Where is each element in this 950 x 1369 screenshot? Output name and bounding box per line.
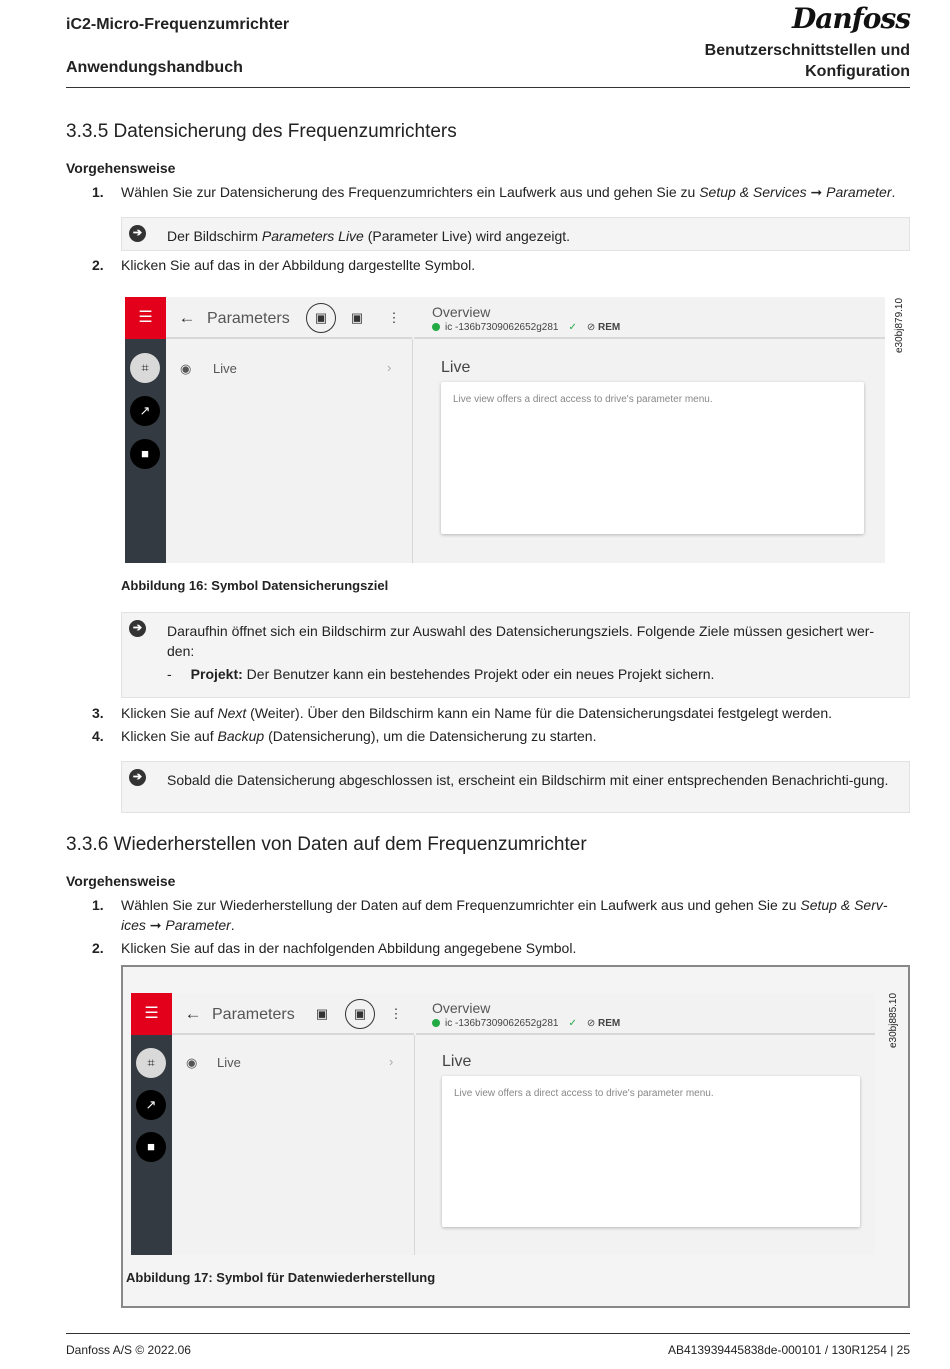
drive-status (432, 322, 620, 333)
figure-17-caption: Abbildung 17: Symbol für Datenwiederherstellung (126, 1270, 436, 1285)
screen-name: Parameters Live (261, 228, 364, 244)
menu-path-setup: Setup & Services (699, 184, 807, 200)
backup-target-icon: ▣ (306, 303, 336, 333)
panel-divider (414, 1035, 415, 1255)
button-name-backup: Backup (217, 728, 265, 744)
drive-id: ic -136b7309062652g281 (445, 1018, 559, 1029)
note-bullet (167, 664, 714, 684)
online-dot-icon (432, 1019, 440, 1027)
footer-rule (66, 1333, 910, 1334)
figure-16-id: e30bj879.10 (894, 297, 905, 353)
network-tree-icon: ⌗ (130, 353, 160, 383)
panel-divider (412, 339, 413, 563)
document-type: Anwendungshandbuch (66, 59, 243, 76)
step-text: Klicken Sie auf (121, 728, 218, 744)
note-box-3 (121, 761, 910, 813)
danfoss-logo: Danfoss (791, 2, 910, 35)
section-336-step-2 (92, 938, 910, 958)
step-text: Klicken Sie auf das in der nachfolgenden Abbildung angegebene Symbol. (121, 940, 577, 956)
menu-path-parameter: Parameter (165, 917, 231, 933)
step-text: Klicken Sie auf das in der Abbildung dargestellte Symbol. (121, 257, 476, 273)
folder-icon: ■ (130, 439, 160, 469)
overview-label: Overview (432, 304, 491, 320)
figure-17-screenshot (131, 993, 875, 1255)
step-number: 3. (92, 705, 104, 721)
arrow-right-icon: ➔ (129, 769, 146, 786)
more-vertical-icon: ⋮ (387, 310, 401, 325)
trend-chart-icon: ↗ (136, 1090, 166, 1120)
hamburger-menu-icon: ☰ (125, 297, 166, 339)
step-text: Wählen Sie zur Wiederherstellung der Daten auf dem Frequenzumrichter ein Laufwerk aus und gehen Sie zu (121, 897, 801, 913)
online-dot-icon (432, 323, 440, 331)
bullet-dash: - (167, 666, 172, 682)
note-text: Daraufhin öffnet sich ein Bildschirm zur Auswahl des Datensicherungsziels. Folgende Ziele müssen gesichert wer-den: (167, 623, 875, 659)
note-text: Der Bildschirm (167, 228, 262, 244)
drive-id: ic -136b7309062652g281 (445, 322, 559, 333)
overview-bar (416, 993, 875, 1035)
remote-off-icon: ⊘ (586, 1018, 596, 1029)
step-number: 1. (92, 897, 104, 913)
header-rule (66, 87, 910, 88)
network-tree-icon: ⌗ (136, 1048, 166, 1078)
overview-label: Overview (432, 1000, 491, 1016)
card-text: Live view offers a direct access to drive's parameter menu. (454, 1088, 714, 1099)
path-arrow: ➞ (145, 917, 166, 933)
restore-icon: ▣ (345, 999, 375, 1029)
section-335-title: 3.3.5 Datensicherung des Frequenzumrichters (66, 121, 457, 142)
note-box-1 (121, 217, 910, 251)
live-menu-item: Live (213, 361, 237, 376)
card-text: Live view offers a direct access to drive's parameter menu. (453, 394, 713, 405)
back-arrow-icon: ← (178, 308, 196, 327)
chevron-right-icon: › (387, 360, 392, 375)
arrow-right-icon: ➔ (129, 225, 146, 242)
step-number: 2. (92, 940, 104, 956)
section-336-step-1 (92, 895, 910, 935)
figure-17-id: e30bj885.10 (888, 992, 899, 1048)
footer-copyright: Danfoss A/S © 2022.06 (66, 1343, 191, 1357)
section-335-procedure: Vorgehensweise (66, 160, 176, 176)
step-period: . (891, 184, 896, 200)
eye-icon: ◉ (180, 361, 192, 376)
section-335-step-1 (92, 182, 910, 202)
step-number: 2. (92, 257, 104, 273)
hamburger-menu-icon: ☰ (131, 993, 172, 1035)
parameters-title: Parameters (212, 1006, 295, 1023)
path-arrow: ➞ (806, 184, 827, 200)
step-number: 4. (92, 728, 104, 744)
chevron-right-icon: › (389, 1054, 394, 1069)
section-335-step-4 (92, 726, 910, 746)
menu-path-setup: Setup & Serv-ices (121, 897, 888, 933)
folder-icon: ■ (136, 1132, 166, 1162)
section-title-line1: Benutzerschnittstellen und (704, 42, 910, 59)
trend-chart-icon: ↗ (130, 396, 160, 426)
drive-status (432, 1018, 620, 1029)
remote-label: REM (598, 322, 621, 333)
step-number: 1. (92, 184, 104, 200)
live-info-card (442, 1076, 860, 1227)
step-text-rest: (Datensicherung), um die Datensicherung zu starten. (264, 728, 597, 744)
bullet-term: Projekt: (190, 666, 243, 682)
section-335-step-3 (92, 703, 910, 723)
section-336-procedure: Vorgehensweise (66, 873, 176, 889)
parameters-toolbar (172, 993, 414, 1035)
footer-doc-number: AB413939445838de-000101 / 130R1254 | 25 (668, 1343, 910, 1357)
check-icon: ✓ (568, 322, 577, 333)
step-text: Wählen Sie zur Datensicherung des Frequenzumrichters ein Laufwerk aus und gehen Sie zu (121, 184, 700, 200)
step-text: Klicken Sie auf (121, 705, 218, 721)
section-title (705, 40, 910, 82)
parameters-title: Parameters (207, 310, 290, 327)
section-title-line2: Konfiguration (805, 63, 910, 80)
remote-label: REM (598, 1018, 621, 1029)
eye-icon: ◉ (186, 1055, 198, 1070)
live-info-card (441, 382, 864, 534)
live-heading: Live (441, 359, 471, 376)
menu-path-parameter: Parameter (826, 184, 892, 200)
product-name: iC2-Micro-Frequenzumrichter (66, 16, 290, 33)
figure-16-screenshot (125, 297, 885, 563)
section-335-step-2 (92, 255, 910, 275)
bullet-text: Der Benutzer kann ein bestehendes Projekt oder ein neues Projekt sichern. (242, 666, 715, 682)
section-336-title: 3.3.6 Wiederherstellen von Daten auf dem Frequenzumrichter (66, 834, 587, 855)
note-text: Sobald die Datensicherung abgeschlossen ist, erscheint ein Bildschirm mit einer entsprechenden Benachrichti-gung. (167, 772, 889, 788)
figure-16-caption: Abbildung 16: Symbol Datensicherungsziel (121, 578, 389, 593)
restore-icon: ▣ (350, 310, 364, 325)
parameters-toolbar (166, 297, 412, 339)
step-text-rest: (Weiter). Über den Bildschirm kann ein Name für die Datensicherungsdatei festgelegt werden. (246, 705, 832, 721)
back-arrow-icon: ← (184, 1004, 202, 1023)
button-name-next: Next (217, 705, 247, 721)
note-text-rest: (Parameter Live) wird angezeigt. (363, 228, 571, 244)
more-vertical-icon: ⋮ (389, 1006, 403, 1021)
step-period: . (230, 917, 235, 933)
arrow-right-icon: ➔ (129, 620, 146, 637)
overview-bar (414, 297, 885, 339)
live-menu-item: Live (217, 1055, 241, 1070)
note-box-2 (121, 612, 910, 698)
remote-off-icon: ⊘ (586, 322, 596, 333)
backup-target-icon: ▣ (315, 1006, 329, 1021)
live-heading: Live (442, 1053, 472, 1070)
check-icon: ✓ (568, 1018, 577, 1029)
